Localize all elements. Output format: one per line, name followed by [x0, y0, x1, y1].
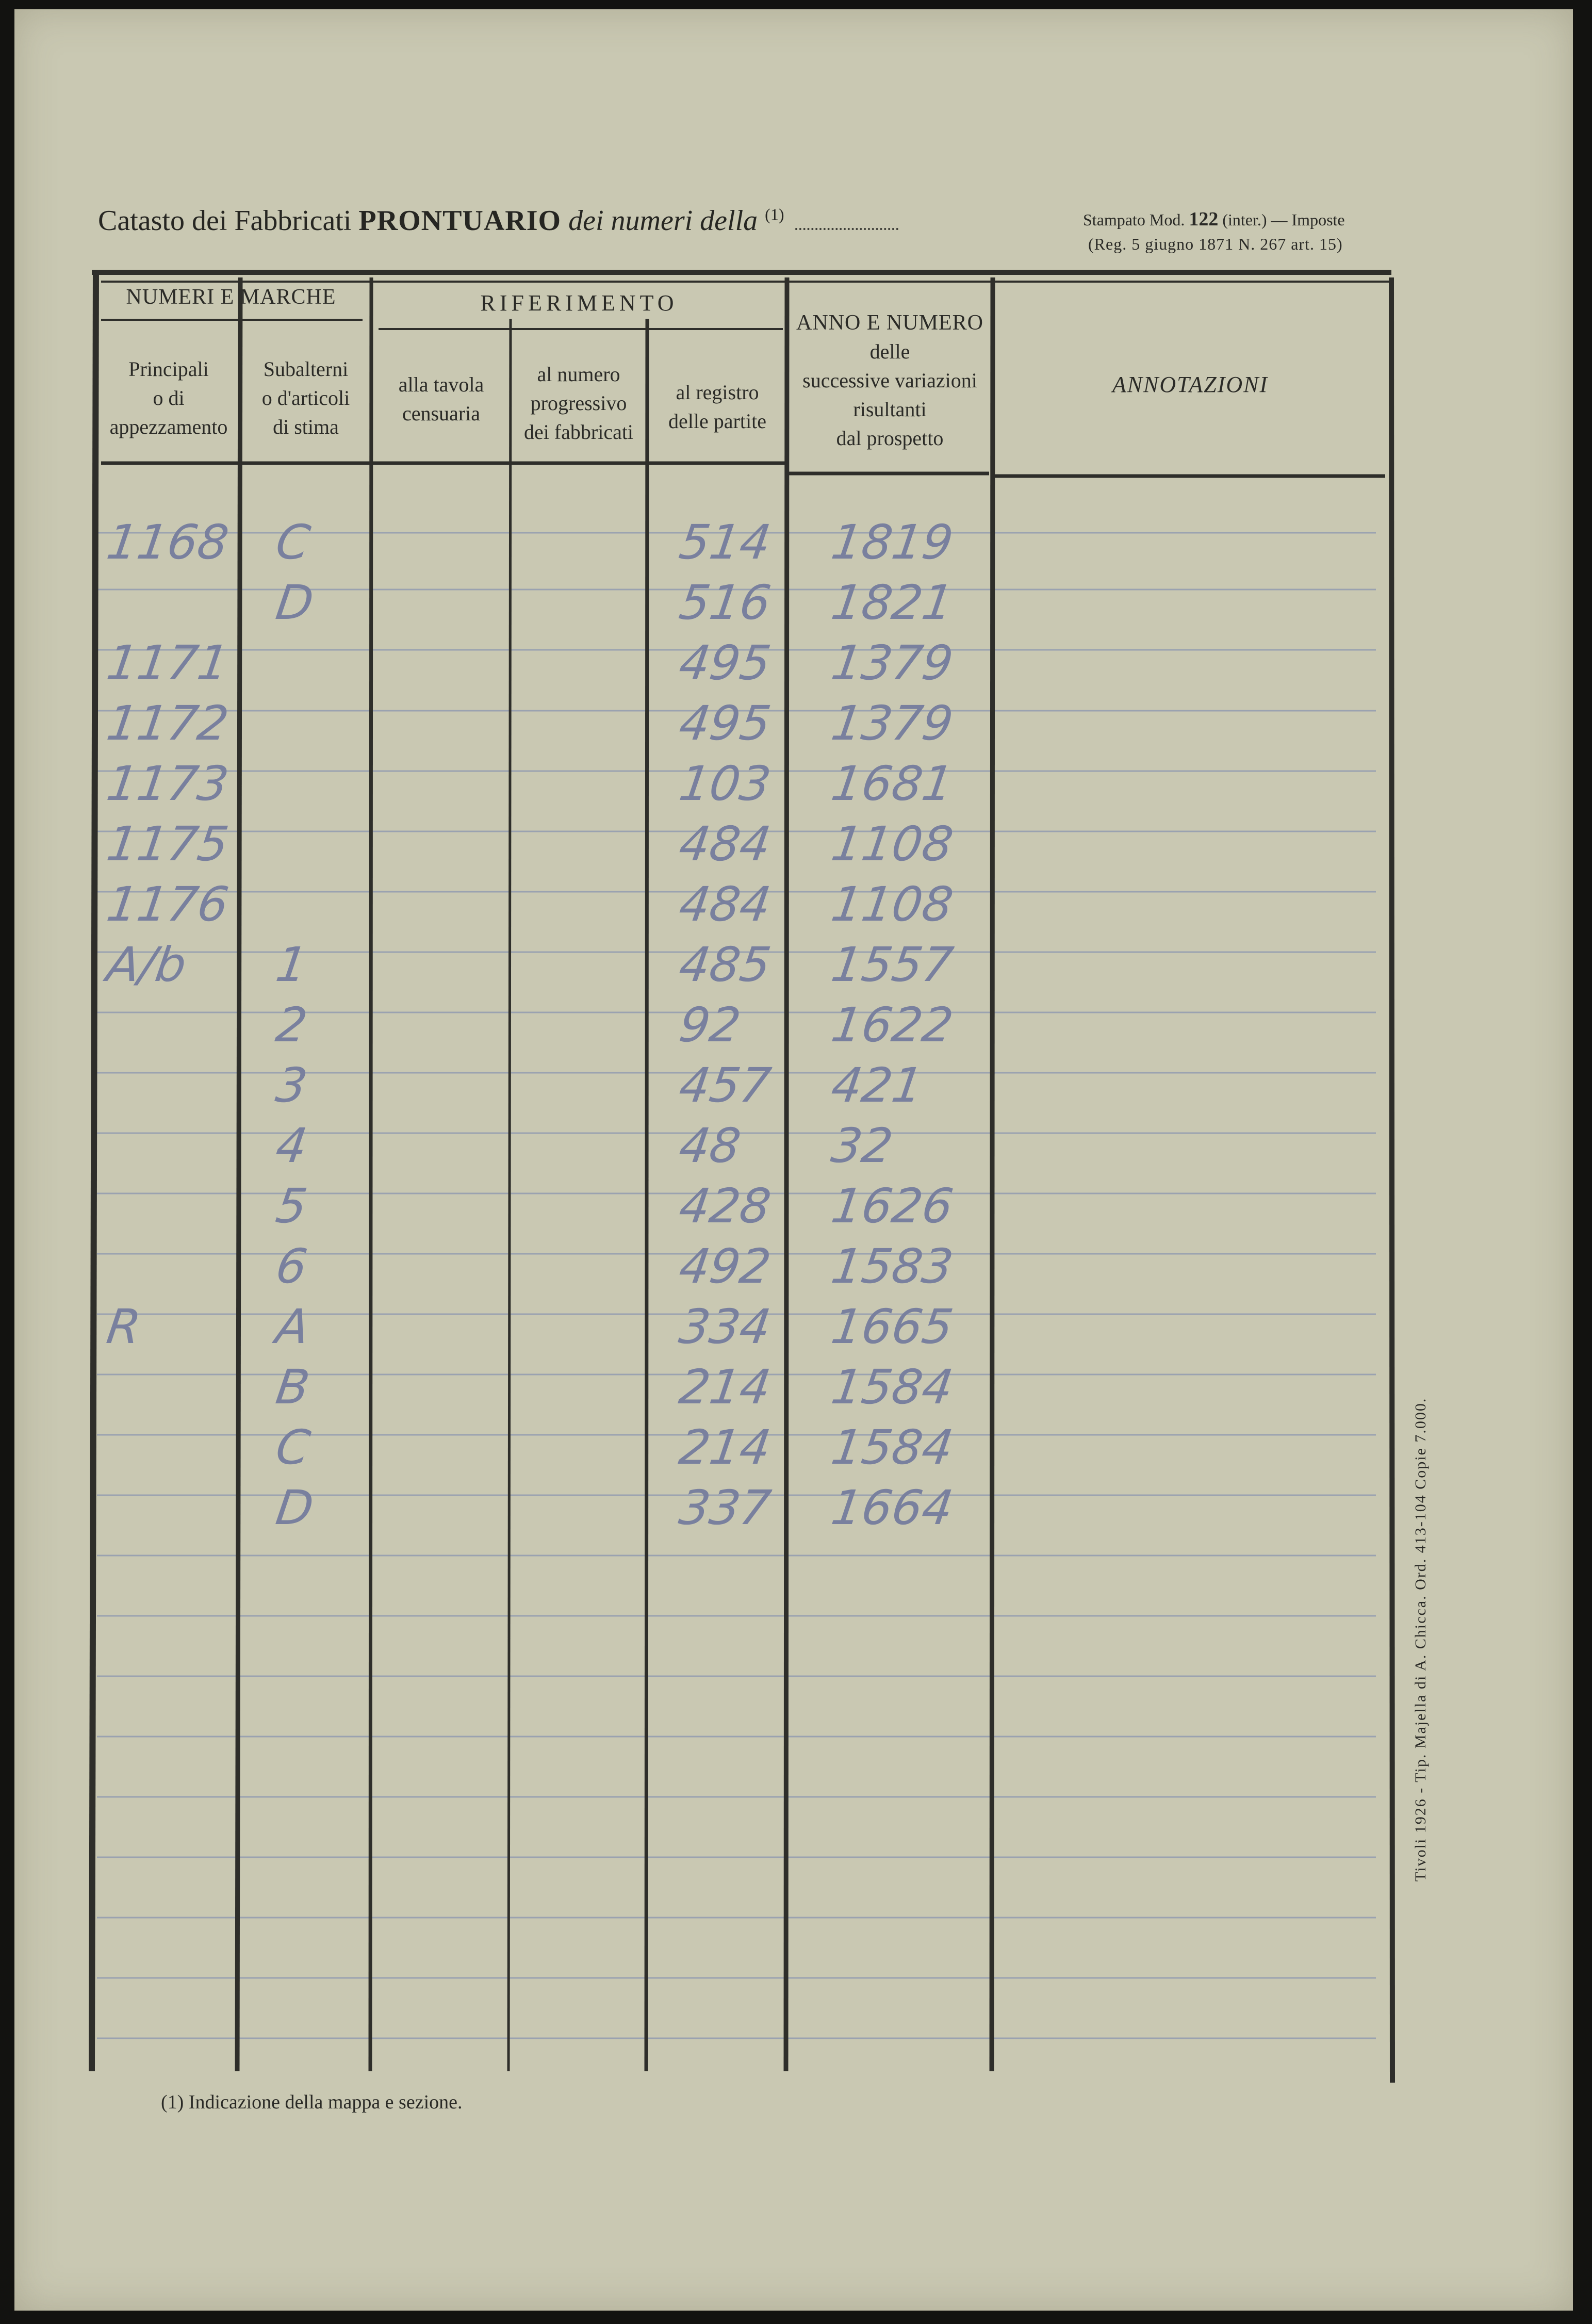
- header-principali-line-1: Principali: [128, 357, 209, 381]
- header-subalterni: [241, 355, 370, 441]
- cell-subalterno: B: [272, 1360, 313, 1415]
- cell-registro: 103: [676, 756, 775, 811]
- cell-principale: 1171: [103, 635, 232, 691]
- cell-anno: 1665: [828, 1299, 957, 1354]
- header-subalterni-line-3: di stima: [273, 415, 339, 438]
- cell-anno: 1379: [828, 696, 957, 751]
- cell-anno: 1557: [828, 937, 957, 992]
- header-tavola-line-1: alla tavola: [398, 373, 484, 396]
- cell-registro: 495: [676, 696, 775, 751]
- cell-registro: 337: [676, 1480, 775, 1535]
- cell-principale: 1172: [103, 696, 232, 751]
- cell-anno: 1664: [828, 1480, 957, 1535]
- cell-anno: 1108: [828, 877, 957, 932]
- stamp-line-2: (Reg. 5 giugno 1871 N. 267 art. 15): [1088, 235, 1343, 253]
- cell-principale: A/b: [103, 937, 190, 992]
- cell-subalterno: 5: [272, 1179, 311, 1234]
- cell-registro: 214: [676, 1360, 775, 1415]
- cell-anno: 421: [828, 1058, 927, 1113]
- ledger-page: [14, 9, 1573, 2311]
- header-principali: [97, 355, 240, 441]
- header-tavola: [373, 370, 510, 428]
- cell-subalterno: 2: [272, 997, 311, 1053]
- cell-subalterno: 4: [272, 1118, 311, 1173]
- cell-registro: 214: [676, 1420, 775, 1475]
- cell-anno: 1626: [828, 1179, 957, 1234]
- header-anno-line-2: delle: [869, 340, 910, 363]
- cell-registro: 516: [676, 575, 775, 630]
- printer-imprint: Tivoli 1926 - Tip. Majella di A. Chicca. Ord. 413-104 Copie 7.000.: [1412, 1397, 1429, 1881]
- header-registro-line-2: delle partite: [668, 410, 766, 433]
- header-anno-line-3: successive variazioni: [802, 369, 977, 392]
- cell-principale: 1176: [103, 877, 232, 932]
- cell-registro: 92: [676, 997, 744, 1053]
- cell-registro: 334: [676, 1299, 775, 1354]
- cell-anno: 1681: [828, 756, 957, 811]
- cell-subalterno: D: [272, 575, 317, 630]
- header-registro: [649, 378, 786, 436]
- cell-anno: 1622: [828, 997, 957, 1053]
- header-anno-numero: [788, 308, 992, 453]
- cell-subalterno: 3: [272, 1058, 311, 1113]
- header-anno-line-5: dal prospetto: [836, 427, 944, 450]
- cell-registro: 48: [676, 1118, 744, 1173]
- title-note: (1): [765, 205, 784, 224]
- cell-registro: 484: [676, 877, 775, 932]
- cell-subalterno: 6: [272, 1239, 311, 1294]
- header-progressivo-line-3: dei fabbricati: [523, 420, 634, 444]
- cell-anno: 1584: [828, 1360, 957, 1415]
- cell-subalterno: D: [272, 1480, 317, 1535]
- cell-principale: 1168: [103, 515, 232, 570]
- header-subalterni-line-1: Subalterni: [263, 357, 349, 381]
- cell-anno: 1819: [828, 515, 957, 570]
- cell-subalterno: C: [272, 1420, 314, 1475]
- header-anno-line-4: risultanti: [853, 398, 927, 421]
- cell-anno: 1379: [828, 635, 957, 691]
- cell-anno: 1821: [828, 575, 957, 630]
- cell-subalterno: C: [272, 515, 314, 570]
- cell-registro: 514: [676, 515, 775, 570]
- header-progressivo-line-2: progressivo: [530, 391, 627, 415]
- cell-anno: 32: [828, 1118, 896, 1173]
- cell-anno: 1583: [828, 1239, 957, 1294]
- cell-subalterno: A: [272, 1299, 313, 1354]
- cell-registro: 495: [676, 635, 775, 691]
- cell-principale: 1175: [103, 816, 232, 872]
- header-principali-line-2: o di: [153, 386, 185, 410]
- stamp-text-b: (inter.) — Imposte: [1222, 210, 1345, 229]
- cell-registro: 492: [676, 1239, 775, 1294]
- stamp-number: 122: [1189, 208, 1219, 230]
- cell-registro: 457: [676, 1058, 775, 1113]
- header-subalterni-line-2: o d'articoli: [261, 386, 350, 410]
- cell-anno: 1108: [828, 816, 957, 872]
- header-progressivo-line-1: al numero: [537, 363, 620, 386]
- title-prefix: Catasto dei Fabbricati: [98, 205, 352, 237]
- cell-registro: 485: [676, 937, 775, 992]
- header-principali-line-3: appezzamento: [109, 415, 228, 438]
- cell-principale: R: [103, 1299, 144, 1354]
- cell-subalterno: 1: [272, 937, 311, 992]
- title-bold: PRONTUARIO: [358, 205, 562, 237]
- header-anno-line-1: ANNO E NUMERO: [796, 311, 983, 335]
- title-italic: dei numeri della: [568, 205, 758, 237]
- header-registro-line-1: al registro: [676, 381, 759, 404]
- cell-principale: 1173: [103, 756, 232, 811]
- header-riferimento: RIFERIMENTO: [480, 290, 678, 316]
- stamp-text-a: Stampato Mod.: [1083, 210, 1185, 229]
- header-numeri-e-marche: NUMERI E MARCHE: [126, 285, 336, 309]
- cell-anno: 1584: [828, 1420, 957, 1475]
- footnote: (1) Indicazione della mappa e sezione.: [161, 2091, 463, 2113]
- cell-registro: 484: [676, 816, 775, 872]
- header-annotazioni: ANNOTAZIONI: [1112, 372, 1269, 397]
- header-progressivo: [511, 360, 646, 447]
- header-tavola-line-2: censuaria: [402, 402, 480, 425]
- cell-registro: 428: [676, 1179, 775, 1234]
